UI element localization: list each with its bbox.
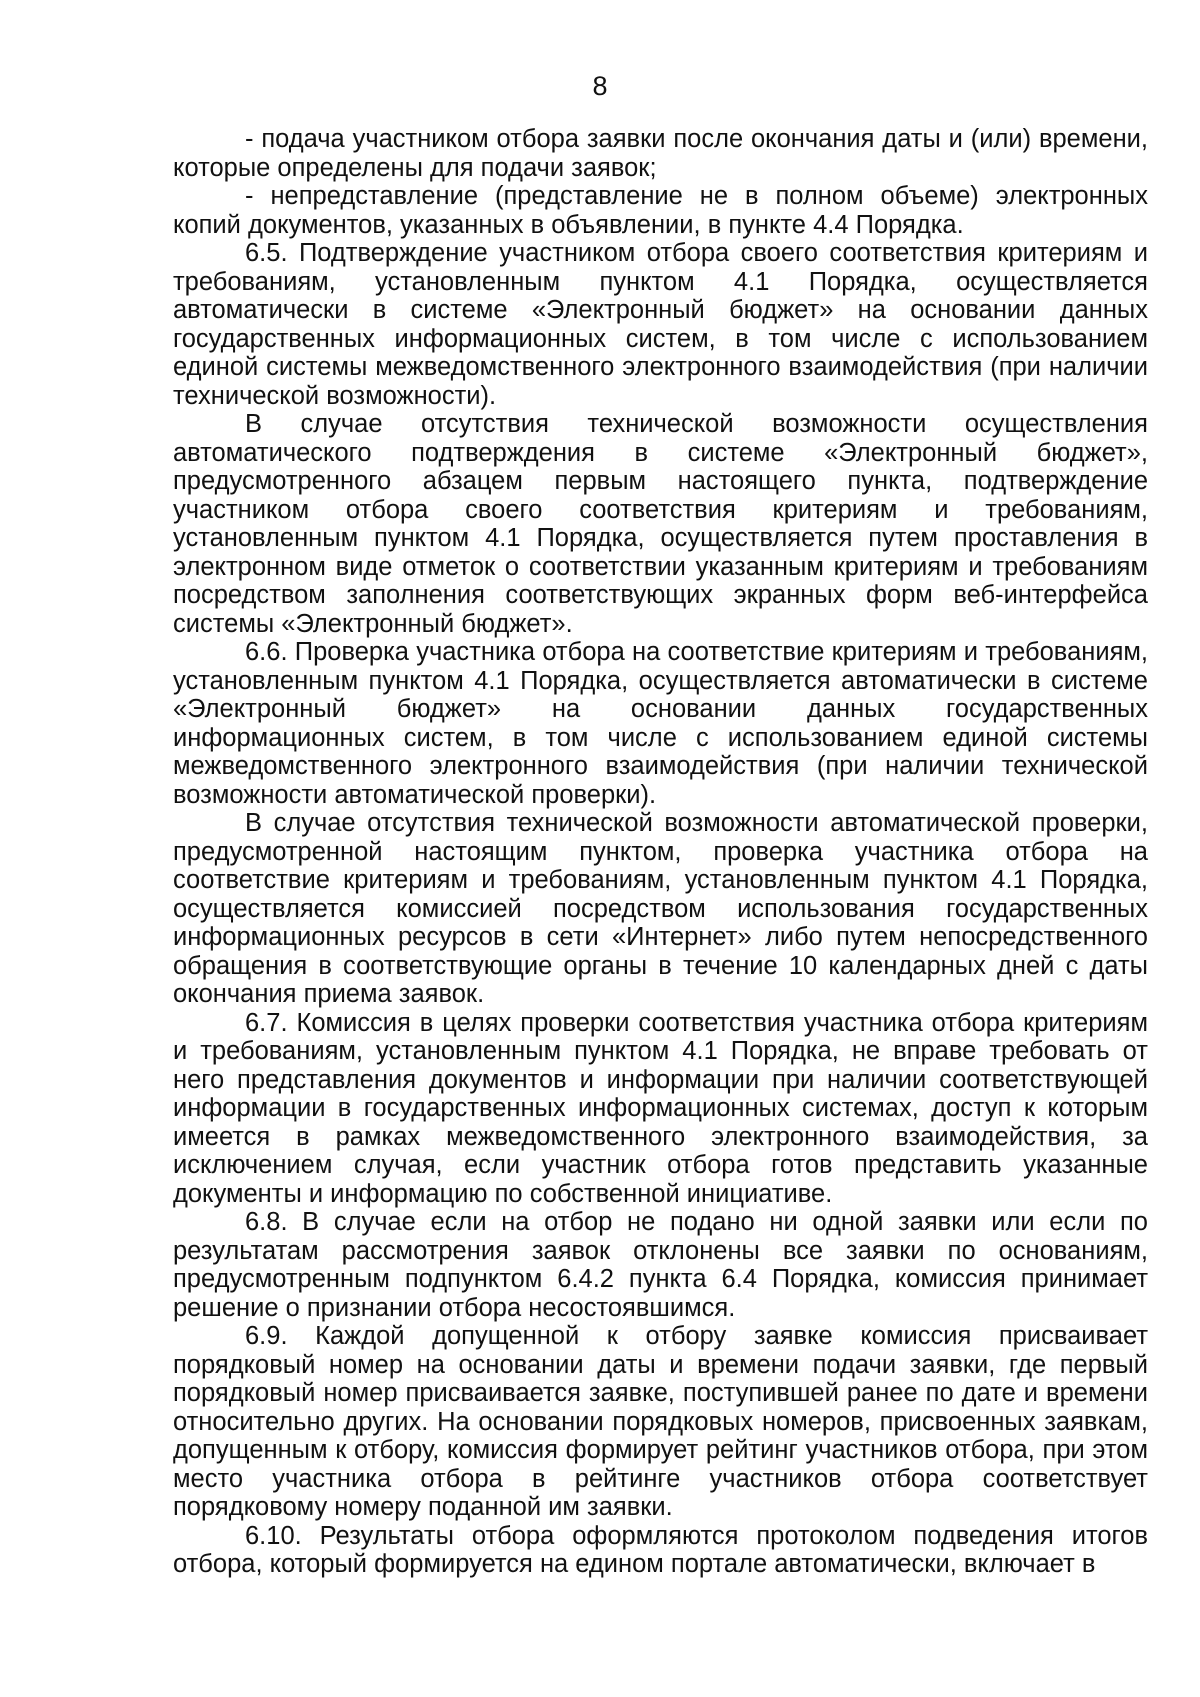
document-body [173, 125, 1148, 1579]
page-number: 8 [592, 71, 608, 101]
paragraph-6-7: 6.7. Комиссия в целях проверки соответствия участника отбора критериям и требованиям, установленным пунктом 4.1 Порядка, не вправе требовать от него представления документов и информации при наличии соответствующей информации в государственных информационных системах, доступ к которым имеется в рамках межведомственного электронного взаимодействия, за исключением случая, если участник отбора готов представить указанные документы и информацию по собственной инициативе. [173, 1008, 1148, 1208]
paragraph-6-8: 6.8. В случае если на отбор не подано ни одной заявки или если по результатам рассмотрения заявок отклонены все заявки по основаниям, предусмотренным подпунктом 6.4.2 пункта 6.4 Порядка, комиссия принимает решение о признании отбора несостоявшимся. [173, 1208, 1148, 1322]
paragraph-6-9: 6.9. Каждой допущенной к отбору заявке комиссия присваивает порядковый номер на основании даты и времени подачи заявки, где первый порядковый номер присваивается заявке, поступившей ранее по дате и времени относительно других. На основании порядковых номеров, присвоенных заявкам, допущенным к отбору, комиссия формирует рейтинг участников отбора, при этом место участника отбора в рейтинге участников отбора соответствует порядковому номеру поданной им заявки. [173, 1322, 1148, 1521]
paragraph-6-5: 6.5. Подтверждение участником отбора своего соответствия критериям и требованиям, установленным пунктом 4.1 Порядка, осуществляется автоматически в системе «Электронный бюджет» на основании данных государственных информационных систем, в том числе с использованием единой системы межведомственного электронного взаимодействия (при наличии технической возможности). [173, 239, 1148, 410]
paragraph-deadline-violation: - подача участником отбора заявки после окончания даты и (или) времени, которые определены для подачи заявок; [173, 125, 1148, 182]
paragraph-6-6: 6.6. Проверка участника отбора на соответствие критериям и требованиям, установленным пунктом 4.1 Порядка, осуществляется автоматически в системе «Электронный бюджет» на основании данных государственных информационных систем, в том числе с использованием единой системы межведомственного электронного взаимодействия (при наличии технической возможности автоматической проверки). [173, 638, 1148, 809]
paragraph-6-6-fallback: В случае отсутствия технической возможности автоматической проверки, предусмотренной настоящим пунктом, проверка участника отбора на соответствие критериям и требованиям, установленным пунктом 4.1 Порядка, осуществляется комиссией посредством использования государственных информационных ресурсов в сети «Интернет» либо путем непосредственного обращения в соответствующие органы в течение 10 календарных дней с даты окончания приема заявок. [173, 809, 1148, 1008]
paragraph-6-5-fallback: В случае отсутствия технической возможности осуществления автоматического подтверждения в системе «Электронный бюджет», предусмотренного абзацем первым настоящего пункта, подтверждение участником отбора своего соответствия критериям и требованиям, установленным пунктом 4.1 Порядка, осуществляется путем проставления в электронном виде отметок о соответствии указанным критериям и требованиям посредством заполнения соответствующих экранных форм веб-интерфейса системы «Электронный бюджет». [173, 410, 1148, 638]
paragraph-missing-documents: - непредставление (представление не в полном объеме) электронных копий документов, указанных в объявлении, в пункте 4.4 Порядка. [173, 182, 1148, 239]
paragraph-6-10: 6.10. Результаты отбора оформляются протоколом подведения итогов отбора, который формируется на едином портале автоматически, включает в [173, 1521, 1148, 1578]
